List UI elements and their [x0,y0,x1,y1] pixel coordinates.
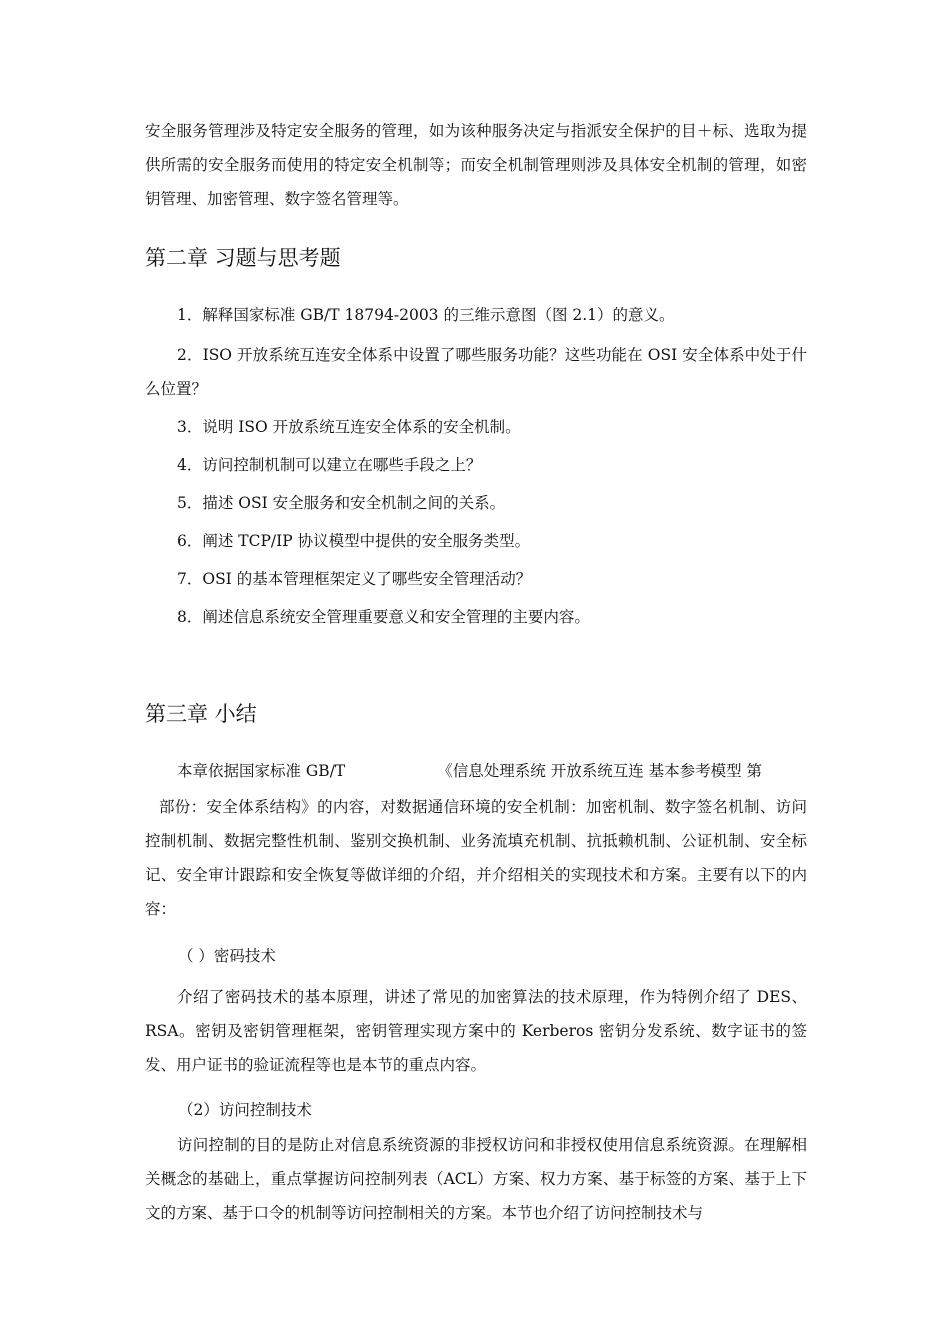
question-5: 5．描述 OSI 安全服务和安全机制之间的关系。 [177,494,506,512]
chapter3-title: 第三章 小结 [145,702,257,726]
summary-rest: 部份：安全体系结构》的内容，对数据通信环境的安全机制：加密机制、数字签名机制、访问控制机制、数据完整性机制、鉴别交换机制、业务流填充机制、抗抵赖机制、公证机制、安全标记、安全审计跟踪和安全恢复等做详细的介绍，并介绍相关的实现技术和方案。主要有以下的内容： [145,798,807,918]
item1-text: 介绍了密码技术的基本原理，讲述了常见的加密算法的技术原理，作为特例介绍了 DES、RSA。密钥及密钥管理框架，密钥管理实现方案中的 Kerberos 密钥分发系统、数字证书的签发、用户证书的验证流程等也是本节的重点内容。 [145,988,807,1074]
question-1: 1．解释国家标准 GB/T 18794-2003 的三维示意图（图 2.1）的意义。 [177,306,675,324]
question-6: 6．阐述 TCP/IP 协议模型中提供的安全服务类型。 [177,532,531,550]
item1-heading: （ ）密码技术 [178,947,276,965]
item2-heading: （2）访问控制技术 [178,1101,312,1119]
chapter2-title: 第二章 习题与思考题 [145,246,341,270]
question-7: 7．OSI 的基本管理框架定义了哪些安全管理活动？ [177,570,532,588]
summary-line1-a: 本章依据国家标准 GB/T [177,762,346,780]
intro-paragraph: 安全服务管理涉及特定安全服务的管理，如为该种服务决定与指派安全保护的目＋标、选取为提供所需的安全服务而使用的特定安全机制等；而安全机制管理则涉及具体安全机制的管理，如密钥管理、加密管理、数字签名管理等。 [145,122,807,208]
question-3: 3．说明 ISO 开放系统互连安全体系的安全机制。 [177,418,521,436]
summary-line1 [145,754,807,788]
question-4: 4．访问控制机制可以建立在哪些手段之上？ [177,456,482,474]
summary-line1-b: 《信息处理系统 开放系统互连 基本参考模型 第 [437,762,763,780]
question-8: 8．阐述信息系统安全管理重要意义和安全管理的主要内容。 [177,608,590,626]
item2-text: 访问控制的目的是防止对信息系统资源的非授权访问和非授权使用信息系统资源。在理解相关概念的基础上，重点掌握访问控制列表（ACL）方案、权力方案、基于标签的方案、基于上下文的方案、基于口令的机制等访问控制相关的方案。本节也介绍了访问控制技术与 [145,1136,807,1222]
question-2: 2．ISO 开放系统互连安全体系中设置了哪些服务功能？这些功能在 OSI 安全体系中处于什么位置？ [145,346,807,398]
